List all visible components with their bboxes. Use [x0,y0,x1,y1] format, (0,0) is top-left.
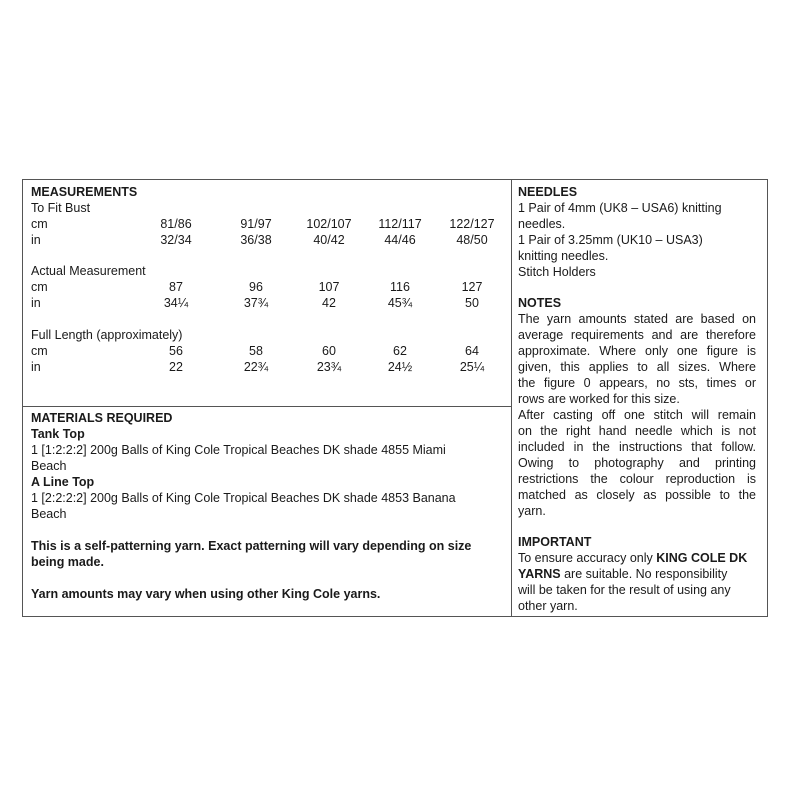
measurements-heading: MEASUREMENTS [31,185,138,199]
actual-in-size-1: 34¼ [163,296,189,310]
length-cm-size-4: 62 [393,344,407,358]
notes-heading: NOTES [518,296,562,310]
bust-cm-size-2: 91/97 [240,217,272,231]
notes-line: average requirements and are therefore [518,328,756,342]
king-cole-dk-brand: KING COLE DK [656,551,748,565]
a-line-top-yarn-line2: Beach [31,507,67,521]
self-patterning-note-line2: being made. [31,555,104,569]
to-fit-bust-label: To Fit Bust [31,201,91,215]
actual-in-label: in [31,296,41,310]
length-cm-label: cm [31,344,48,358]
important-line2 [518,566,727,582]
notes-line: matched as closely as possible to the [518,488,756,502]
length-in-label: in [31,360,41,374]
important-line2-text: are suitable. No responsibility [560,567,728,581]
needles-heading: NEEDLES [518,185,578,199]
notes-line: approximate. Where only one figure is [518,344,756,358]
notes-line: restrictions the colour reproduction is [518,472,756,486]
length-in-size-3: 23¾ [316,360,342,374]
bust-in-size-5: 48/50 [456,233,488,247]
needles-line1: 1 Pair of 4mm (UK8 – USA6) knitting [518,201,722,215]
length-cm-size-2: 58 [249,344,263,358]
notes-line: yarn. [518,504,546,518]
bust-cm-size-3: 102/107 [306,217,352,231]
bust-cm-size-4: 112/117 [378,217,422,231]
actual-in-size-5: 50 [465,296,479,310]
actual-cm-label: cm [31,280,48,294]
length-in-size-5: 25¼ [459,360,485,374]
actual-cm-size-1: 87 [169,280,183,294]
important-heading: IMPORTANT [518,535,592,549]
bust-cm-size-5: 122/127 [449,217,495,231]
actual-cm-size-3: 107 [318,280,340,294]
bust-in-label: in [31,233,41,247]
actual-cm-size-4: 116 [390,280,410,294]
tank-top-yarn-line1: 1 [1:2:2:2] 200g Balls of King Cole Tropical Beaches DK shade 4855 Miami [31,443,446,457]
notes-line: given, this applies to all sizes. Where [518,360,756,374]
length-cm-size-5: 64 [465,344,479,358]
actual-cm-size-5: 127 [461,280,483,294]
important-line1 [518,550,747,566]
length-in-size-4: 24½ [387,360,413,374]
bust-in-size-4: 44/46 [384,233,416,247]
self-patterning-note-line1: This is a self-patterning yarn. Exact patterning will vary depending on size [31,539,472,553]
full-length-label: Full Length (approximately) [31,328,183,342]
notes-line: on the right hand needle which is not [518,424,756,438]
actual-cm-size-2: 96 [249,280,263,294]
bust-cm-size-1: 81/86 [160,217,192,231]
actual-measurement-label: Actual Measurement [31,264,146,278]
notes-line: Owing to photography and printing [518,456,756,470]
notes-line: included in the instructions that follow. [518,440,756,454]
notes-line: The yarn amounts stated are based on [518,312,756,326]
notes-line: rows are worked for this size. [518,392,680,406]
yarn-amounts-note: Yarn amounts may vary when using other King Cole yarns. [31,587,381,601]
length-cm-size-1: 56 [169,344,183,358]
needles-line2: needles. [518,217,566,231]
needles-line3: 1 Pair of 3.25mm (UK10 – USA3) [518,233,703,247]
important-line3: will be taken for the result of using any [518,583,731,597]
needles-line4: knitting needles. [518,249,609,263]
needles-line5: Stitch Holders [518,265,596,279]
yarns-brand: YARNS [518,567,561,581]
actual-in-size-2: 37¾ [243,296,269,310]
bust-in-size-1: 32/34 [160,233,192,247]
length-cm-size-3: 60 [322,344,336,358]
bust-cm-label: cm [31,217,48,231]
important-line4: other yarn. [518,599,578,613]
actual-in-size-4: 45¾ [387,296,413,310]
a-line-top-heading: A Line Top [31,475,95,489]
length-in-size-1: 22 [169,360,183,374]
important-line1-text: To ensure accuracy only [518,551,657,565]
materials-heading: MATERIALS REQUIRED [31,411,173,425]
actual-in-size-3: 42 [322,296,336,310]
notes-line: After casting off one stitch will remain [518,408,756,422]
bust-in-size-3: 40/42 [313,233,345,247]
a-line-top-yarn-line1: 1 [2:2:2:2] 200g Balls of King Cole Tropical Beaches DK shade 4853 Banana [31,491,456,505]
length-in-size-2: 22¾ [243,360,269,374]
bust-in-size-2: 36/38 [240,233,272,247]
column-divider [511,179,512,617]
notes-line: the figure 0 appears, no sts, times or [518,376,756,390]
section-divider [22,406,512,407]
tank-top-heading: Tank Top [31,427,85,441]
tank-top-yarn-line2: Beach [31,459,67,473]
